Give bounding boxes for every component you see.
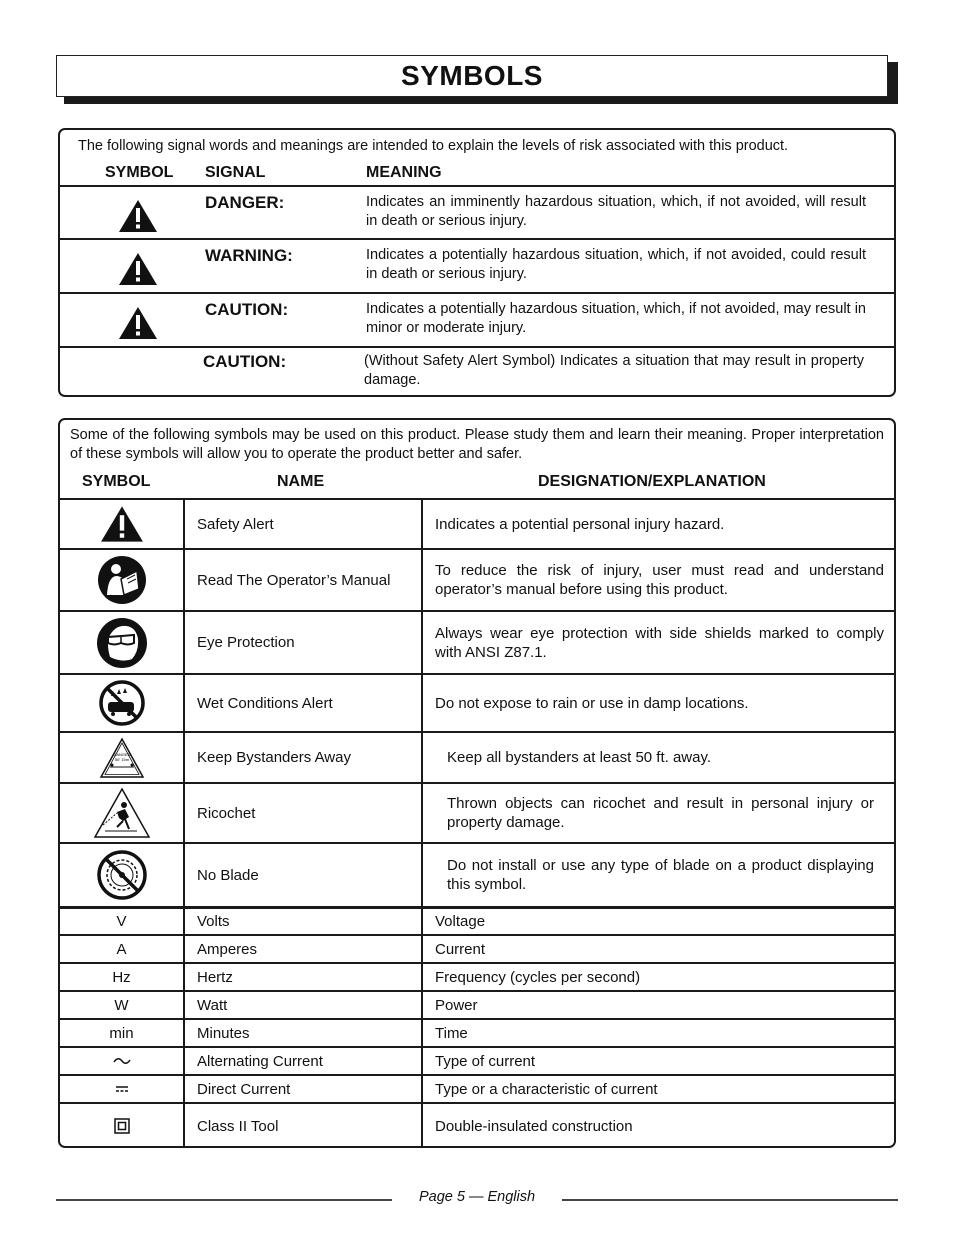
signal-meaning: Indicates an imminently hazardous situation, which, if not avoided, will result in death or serious injury.: [366, 194, 866, 229]
symbols-panel: [58, 418, 896, 1148]
name-cell: Volts: [183, 909, 421, 934]
name-cell: Alternating Current: [183, 1048, 421, 1074]
page-footer: Page 5 — English: [418, 1189, 536, 1205]
explanation-cell: Double-insulated construction: [421, 1104, 894, 1148]
table-row: [60, 1102, 894, 1148]
symbol-cell: [60, 550, 183, 610]
name-cell: Hertz: [183, 964, 421, 990]
header-explanation: DESIGNATION/EXPLANATION: [538, 473, 766, 490]
explanation-cell: Thrown objects can ricochet and result in personal injury or property damage.: [421, 784, 894, 842]
warning-triangle-icon: [118, 306, 158, 340]
svg-text:DANGER: DANGER: [112, 751, 131, 757]
symbol-cell: [60, 844, 183, 906]
symbol-cell: [60, 784, 183, 842]
symbol-cell: A: [116, 940, 127, 958]
signal-row-danger: [60, 185, 894, 238]
table-row: [60, 731, 894, 782]
signal-meaning: Indicates a potentially hazardous situation, which, if not avoided, may result in minor or moderate injury.: [366, 301, 866, 336]
ricochet-icon: [93, 787, 151, 839]
symbol-cell: W: [114, 996, 129, 1014]
explanation-cell: Do not install or use any type of blade on a product displaying this symbol.: [421, 844, 894, 906]
name-cell: Minutes: [183, 1020, 421, 1046]
table-row: [60, 990, 894, 1018]
symbol-cell: [60, 1076, 183, 1102]
explanation-cell: Frequency (cycles per second): [421, 964, 894, 990]
name-cell: Amperes: [183, 936, 421, 962]
explanation-cell: Power: [421, 992, 894, 1018]
class-ii-icon: [114, 1118, 130, 1134]
name-cell: Ricochet: [183, 784, 421, 842]
direct-current-icon: [114, 1084, 130, 1094]
explanation-cell: Keep all bystanders at least 50 ft. away.: [421, 733, 894, 782]
no-blade-icon: [96, 849, 148, 901]
title-banner: [56, 55, 888, 97]
signal-row-caution-no-symbol: [60, 346, 894, 397]
signal-row-warning: [60, 238, 894, 292]
table-row: [60, 548, 894, 610]
signal-word: CAUTION:: [205, 300, 289, 319]
name-cell: Direct Current: [183, 1076, 421, 1102]
eye-protection-icon: [96, 617, 148, 669]
name-cell: Eye Protection: [183, 612, 421, 673]
table-row: [60, 906, 894, 934]
explanation-cell: Always wear eye protection with side shields marked to comply with ANSI Z87.1.: [421, 612, 894, 673]
warning-triangle-icon: [118, 252, 158, 286]
explanation-cell: To reduce the risk of injury, user must read and understand operator’s manual before using this product.: [421, 550, 894, 610]
header-symbol: SYMBOL: [105, 164, 174, 181]
signal-word: WARNING:: [205, 246, 293, 265]
signal-words-panel: [58, 128, 896, 397]
header-meaning: MEANING: [366, 164, 442, 181]
explanation-cell: Type or a characteristic of current: [421, 1076, 894, 1102]
svg-text:50' 15m: 50' 15m: [114, 756, 129, 762]
operators-manual-icon: [97, 555, 147, 605]
name-cell: Keep Bystanders Away: [183, 733, 421, 782]
explanation-cell: Current: [421, 936, 894, 962]
page-title: SYMBOLS: [401, 60, 543, 91]
symbol-cell: [60, 675, 183, 731]
wet-conditions-icon: [99, 680, 145, 726]
table-row: [60, 782, 894, 842]
explanation-cell: Voltage: [421, 909, 894, 934]
name-cell: No Blade: [183, 844, 421, 906]
signal-meaning: (Without Safety Alert Symbol) Indicates a situation that may result in property damage.: [364, 353, 864, 388]
header-symbol: SYMBOL: [82, 473, 151, 490]
name-cell: Read The Operator’s Manual: [183, 550, 421, 610]
table-row: [60, 673, 894, 731]
table-row: [60, 962, 894, 990]
table-row: [60, 498, 894, 548]
name-cell: Watt: [183, 992, 421, 1018]
table-row: [60, 842, 894, 906]
symbol-cell: min: [109, 1024, 134, 1042]
signal-row-caution: [60, 292, 894, 346]
safety-alert-icon: [100, 505, 144, 543]
symbol-cell: [60, 612, 183, 673]
keep-bystanders-away-icon: [99, 737, 145, 779]
table-row: [60, 1046, 894, 1074]
explanation-cell: Time: [421, 1020, 894, 1046]
table-row: [60, 934, 894, 962]
name-cell: Wet Conditions Alert: [183, 675, 421, 731]
explanation-cell: Indicates a potential personal injury hazard.: [421, 500, 894, 548]
name-cell: Safety Alert: [183, 500, 421, 548]
table-row: [60, 610, 894, 673]
alternating-current-icon: [112, 1055, 132, 1067]
explanation-cell: Do not expose to rain or use in damp locations.: [421, 675, 894, 731]
header-signal: SIGNAL: [205, 164, 266, 181]
table-row: [60, 1074, 894, 1102]
explanation-cell: Type of current: [421, 1048, 894, 1074]
symbol-cell: [60, 1048, 183, 1074]
symbols-intro: Some of the following symbols may be used on this product. Please study them and learn their meaning. Proper interpretation of these symbols will allow you to operate the product better and safer.: [70, 427, 884, 462]
symbol-cell: [60, 733, 183, 782]
signal-word: DANGER:: [205, 193, 285, 212]
symbol-cell: V: [116, 913, 127, 930]
warning-triangle-icon: [118, 199, 158, 233]
name-cell: Class II Tool: [183, 1104, 421, 1148]
signal-word: CAUTION:: [203, 352, 287, 371]
signal-meaning: Indicates a potentially hazardous situation, which, if not avoided, could result in death or serious injury.: [366, 247, 866, 282]
symbol-cell: [60, 500, 183, 548]
table-row: [60, 1018, 894, 1046]
signal-intro: The following signal words and meanings are intended to explain the levels of risk associated with this product.: [78, 138, 789, 154]
symbol-cell: [60, 1104, 183, 1148]
header-name: NAME: [277, 473, 325, 490]
symbol-cell: Hz: [112, 968, 131, 986]
